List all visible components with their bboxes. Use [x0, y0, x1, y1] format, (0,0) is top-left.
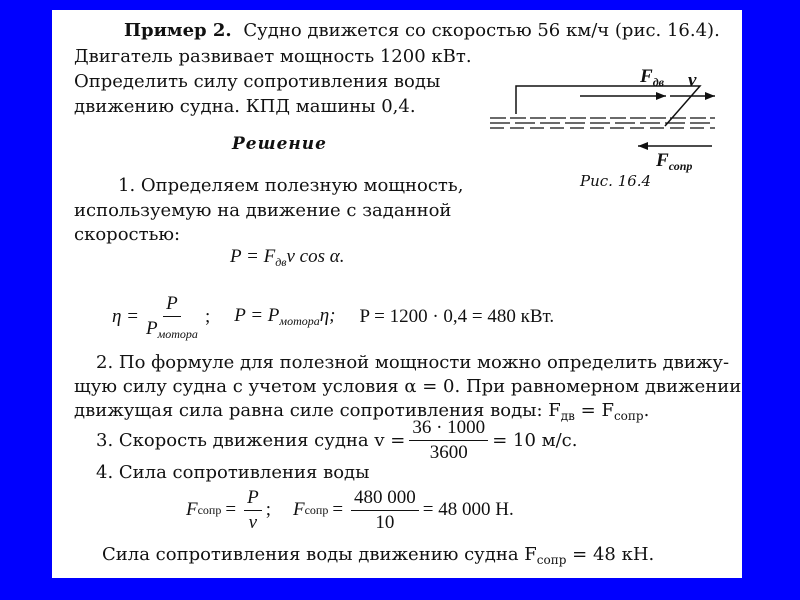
step1-line-3: скоростью:	[74, 224, 181, 245]
fraction-efficiency: $\frac{P}{P_{мотора}}$	[146, 293, 198, 341]
conclusion-line: Сила сопротивления воды движению судна $F_{сопр} = 48$ кН.	[102, 544, 655, 567]
step3-line: 3. Скорость движения судна v = $\frac{36 \cdot 1000}{3600}$ = 10 м/с.	[96, 417, 578, 463]
step2-line-2: щую силу судна с учетом условия α = 0. При равномерном движении	[74, 376, 742, 397]
label-v: v	[688, 70, 697, 91]
step2-line-1: 2. По формуле для полезной мощности можно определить движу-	[96, 352, 730, 373]
fraction-p-over-v: $\frac{P}{v}$	[244, 488, 262, 533]
problem-line-1	[124, 20, 720, 41]
force-resistance-arrowhead	[638, 142, 648, 150]
problem-line-3: Определить силу сопротивления воды	[74, 71, 441, 92]
fraction-speed: $\frac{36 \cdot 1000}{3600}$	[409, 418, 488, 463]
resistance-result: = 48 000 Н.	[422, 499, 514, 521]
label-f-dv: $F_{дв}$	[640, 66, 665, 89]
step1-line-1: 1. Определяем полезную мощность,	[118, 175, 464, 196]
velocity-arrowhead	[705, 92, 715, 100]
force-engine-arrowhead	[656, 92, 666, 100]
label-f-sopr: $F_{сопр}$	[656, 150, 693, 173]
figure-caption: Рис. 16.4	[580, 172, 652, 190]
power-calculation: P = 1200 · 0,4 = 480 кВт.	[359, 306, 555, 328]
problem-label: Пример 2.	[124, 20, 232, 41]
solution-heading: Решение	[232, 134, 327, 154]
figure-16-4	[490, 68, 730, 198]
formula-resistance: F сопр = $\frac{P}{v}$ ; F сопр = $\frac{480 000}{10}$ = 48 000 Н.	[186, 487, 514, 533]
step1-line-2: используемую на движение с заданной	[74, 200, 452, 221]
problem-line-4: движению судна. КПД машины 0,4.	[74, 96, 416, 117]
step2-line-3: движущая сила равна силе сопротивления воды: $F_{дв} = F_{сопр}$.	[74, 400, 650, 423]
problem-text-1: Судно движется со скоростью 56 км/ч (рис. 16.4).	[243, 20, 720, 41]
fraction-resistance-calc: $\frac{480 000}{10}$	[351, 488, 419, 533]
formula-efficiency: η = $\frac{P}{P_{мотора}}$ ; $P = P_{мотора}\eta$; P = 1200 · 0,4 = 480 кВт.	[112, 293, 555, 341]
problem-line-2: Двигатель развивает мощность 1200 кВт.	[74, 46, 472, 67]
formula-power: $P = F_{дв}v$ cos α.	[230, 246, 345, 269]
ship-hull	[516, 86, 700, 126]
step4-line: 4. Сила сопротивления воды	[96, 462, 370, 483]
textbook-page	[52, 10, 742, 578]
